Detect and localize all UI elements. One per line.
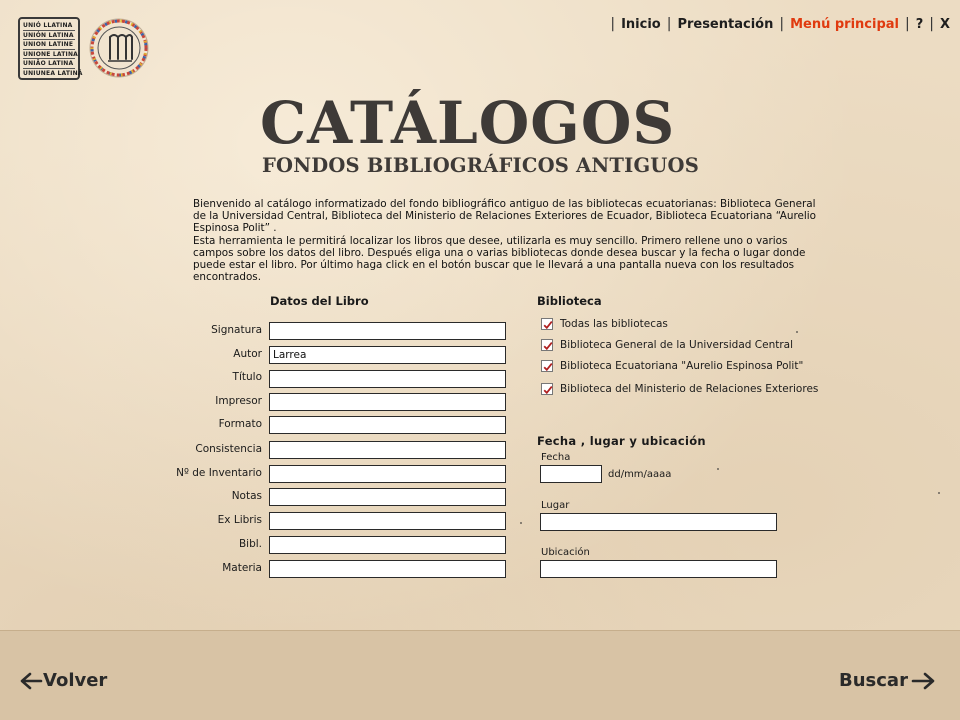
nav-help[interactable]: ? bbox=[915, 16, 924, 32]
nav-separator: | bbox=[779, 16, 785, 32]
paper-speck bbox=[520, 522, 522, 524]
logo-row: UNION LATINE bbox=[23, 41, 74, 49]
ubicacion-input[interactable] bbox=[540, 560, 777, 578]
checkmark-icon bbox=[542, 340, 554, 352]
check-label: Biblioteca Ecuatoriana "Aurelio Espinosa Polit" bbox=[560, 360, 804, 372]
intro-text bbox=[193, 198, 823, 283]
checkmark-icon bbox=[542, 361, 554, 373]
checkbox[interactable] bbox=[541, 383, 553, 395]
check-label: Todas las bibliotecas bbox=[560, 318, 668, 330]
check-all-libraries[interactable] bbox=[541, 318, 668, 330]
logo-row: UNIONE LATINA bbox=[23, 50, 79, 58]
paper-speck bbox=[938, 492, 940, 494]
nav-separator: | bbox=[904, 16, 910, 32]
titulo-input[interactable] bbox=[269, 370, 506, 388]
nav-close[interactable]: X bbox=[939, 16, 950, 32]
check-label: Biblioteca General de la Universidad Central bbox=[560, 339, 794, 351]
union-latina-logo bbox=[18, 17, 83, 80]
top-navigation bbox=[604, 14, 950, 34]
nav-separator: | bbox=[929, 16, 934, 32]
checkbox[interactable] bbox=[541, 339, 553, 351]
page-title: CATÁLOGOS bbox=[260, 89, 676, 157]
book-data-heading: Datos del Libro bbox=[270, 294, 369, 308]
check-universidad-central[interactable] bbox=[541, 339, 793, 351]
search-button[interactable] bbox=[839, 670, 936, 691]
search-label: Buscar bbox=[839, 670, 908, 691]
fecha-label: Fecha bbox=[541, 452, 571, 463]
notas-input[interactable] bbox=[269, 488, 506, 506]
inventario-input[interactable] bbox=[269, 465, 506, 483]
arrow-left-icon bbox=[19, 671, 43, 691]
bibl-label: Bibl. bbox=[238, 538, 262, 550]
paper-speck bbox=[796, 331, 798, 333]
checkmark-icon bbox=[542, 384, 554, 396]
check-label: Biblioteca del Ministerio de Relaciones Exteriores bbox=[560, 383, 819, 395]
checkmark-icon bbox=[542, 319, 554, 331]
nav-separator: | bbox=[610, 16, 616, 32]
page-subtitle: FONDOS BIBLIOGRÁFICOS ANTIGUOS bbox=[262, 154, 699, 177]
library-heading: Biblioteca bbox=[537, 294, 602, 308]
nav-presentacion[interactable]: Presentación bbox=[677, 16, 774, 32]
ex-libris-input[interactable] bbox=[269, 512, 506, 530]
footer-bar bbox=[0, 630, 960, 720]
impresor-input[interactable] bbox=[269, 393, 506, 411]
lugar-input[interactable] bbox=[540, 513, 777, 531]
logo-row: UNIÃO LATINA bbox=[23, 60, 74, 68]
materia-input[interactable] bbox=[269, 560, 506, 578]
fecha-input[interactable] bbox=[540, 465, 602, 483]
materia-label: Materia bbox=[222, 562, 262, 574]
inventario-label: Nº de Inventario bbox=[176, 467, 262, 479]
location-heading: Fecha , lugar y ubicación bbox=[537, 434, 706, 448]
arrow-right-icon bbox=[908, 671, 936, 691]
emblem-logo bbox=[88, 17, 150, 79]
paper-speck bbox=[717, 468, 719, 470]
nav-separator: | bbox=[666, 16, 672, 32]
checkbox[interactable] bbox=[541, 360, 553, 372]
ubicacion-label: Ubicación bbox=[541, 547, 590, 558]
lugar-label: Lugar bbox=[541, 500, 570, 511]
impresor-label: Impresor bbox=[215, 395, 262, 407]
ex-libris-label: Ex Libris bbox=[217, 514, 262, 526]
autor-label: Autor bbox=[233, 348, 262, 360]
nav-menu-principal[interactable]: Menú principal bbox=[790, 16, 899, 32]
back-label: Volver bbox=[43, 670, 108, 691]
back-button[interactable] bbox=[19, 670, 107, 691]
nav-inicio[interactable]: Inicio bbox=[621, 16, 661, 32]
formato-input[interactable] bbox=[269, 416, 506, 434]
intro-paragraph-2: Esta herramienta le permitirá localizar los libros que desee, utilizarla es muy sencillo. Primero rellene uno o varios campos sobre los datos del libro. Después eliga una o varias bibliotecas donde desea buscar y la fecha o lugar donde puede estar el libro. Por último haga click en el botón buscar que le llevará a una pantalla nueva con los resultados encontrados. bbox=[193, 234, 806, 284]
bibl-input[interactable] bbox=[269, 536, 506, 554]
logo-row: UNIUNEA LATINĂ bbox=[23, 69, 83, 77]
check-ministerio-relaciones[interactable] bbox=[541, 383, 818, 395]
check-aurelio-espinosa-polit[interactable] bbox=[541, 360, 803, 372]
logo-row: UNIÓ LLATINA bbox=[23, 21, 75, 31]
autor-input[interactable] bbox=[269, 346, 506, 364]
titulo-label: Título bbox=[232, 371, 262, 383]
consistencia-label: Consistencia bbox=[195, 443, 262, 455]
notas-label: Notas bbox=[231, 490, 262, 502]
logo-row: UNIÓN LATINA bbox=[23, 31, 74, 39]
fecha-format-hint: dd/mm/aaaa bbox=[608, 469, 672, 480]
formato-label: Formato bbox=[218, 418, 262, 430]
intro-paragraph-1: Bienvenido al catálogo informatizado del fondo bibliográfico antiguo de las bibliotecas ecuatorianas: Biblioteca General de la Universidad Central, Biblioteca del Ministerio de Relaciones Exteriores de Ecuador, Biblioteca Ecuatoriana “Aurelio Espinosa Polit” . bbox=[193, 198, 817, 235]
checkbox[interactable] bbox=[541, 318, 553, 330]
consistencia-input[interactable] bbox=[269, 441, 506, 459]
signatura-label: Signatura bbox=[211, 324, 262, 336]
signatura-input[interactable] bbox=[269, 322, 506, 340]
